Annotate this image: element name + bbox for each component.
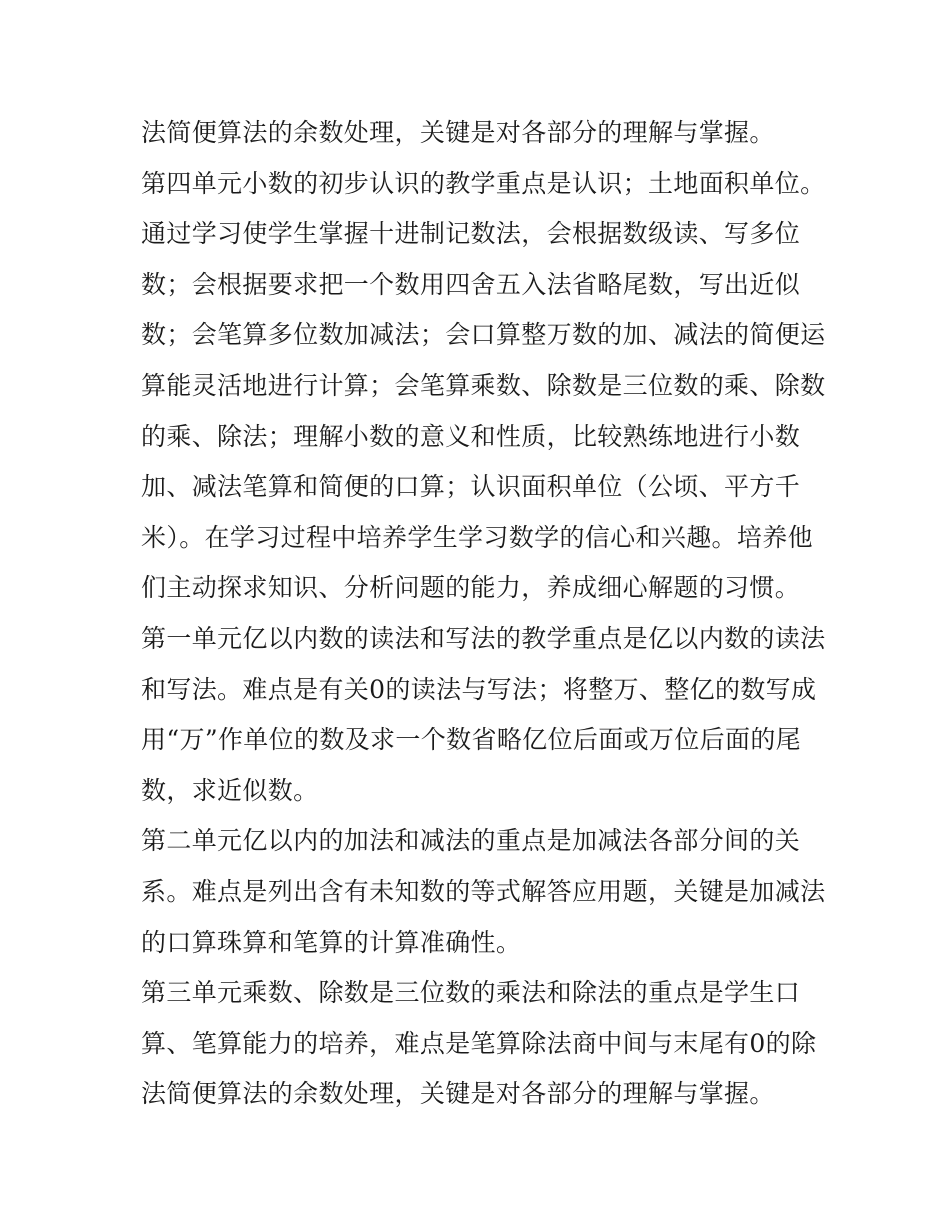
text-line: 通过学习使学生掌握十进制记数法，会根据数级读、写多位 xyxy=(141,219,801,249)
text-line: 加、减法笔算和简便的口算；认识面积单位（公顷、平方千 xyxy=(141,472,801,502)
text-line: 法简便算法的余数处理，关键是对各部分的理解与掌握。 xyxy=(141,1079,775,1109)
text-line: 第一单元亿以内数的读法和写法的教学重点是亿以内数的读法 xyxy=(141,623,826,653)
text-line: 的口算珠算和笔算的计算准确性。 xyxy=(141,927,522,957)
document-body xyxy=(141,108,826,1120)
text-line: 和写法。难点是有关0的读法与写法；将整万、整亿的数写成 xyxy=(141,674,817,704)
text-line: 用“万”作单位的数及求一个数省略亿位后面或万位后面的尾 xyxy=(141,725,802,755)
text-line: 系。难点是列出含有未知数的等式解答应用题，关键是加减法 xyxy=(141,876,826,906)
text-line: 的乘、除法；理解小数的意义和性质，比较熟练地进行小数 xyxy=(141,421,801,451)
text-line: 第四单元小数的初步认识的教学重点是认识；土地面积单位。 xyxy=(141,168,826,198)
text-line: 数；会根据要求把一个数用四舍五入法省略尾数，写出近似 xyxy=(141,269,801,299)
text-line: 们主动探求知识、分析问题的能力，养成细心解题的习惯。 xyxy=(141,573,801,603)
text-line: 算、笔算能力的培养，难点是笔算除法商中间与末尾有0的除 xyxy=(141,1028,817,1058)
text-line: 法简便算法的余数处理，关键是对各部分的理解与掌握。 xyxy=(141,118,775,147)
text-line: 算能灵活地进行计算；会笔算乘数、除数是三位数的乘、除数 xyxy=(141,370,826,400)
text-line: 第三单元乘数、除数是三位数的乘法和除法的重点是学生口 xyxy=(141,978,801,1008)
text-line: 米）。在学习过程中培养学生学习数学的信心和兴趣。培养他 xyxy=(141,522,813,552)
text-line: 第二单元亿以内的加法和减法的重点是加减法各部分间的关 xyxy=(141,826,801,856)
text-line: 数；会笔算多位数加减法；会口算整万数的加、减法的简便运 xyxy=(141,320,826,350)
text-line: 数，求近似数。 xyxy=(141,775,319,805)
